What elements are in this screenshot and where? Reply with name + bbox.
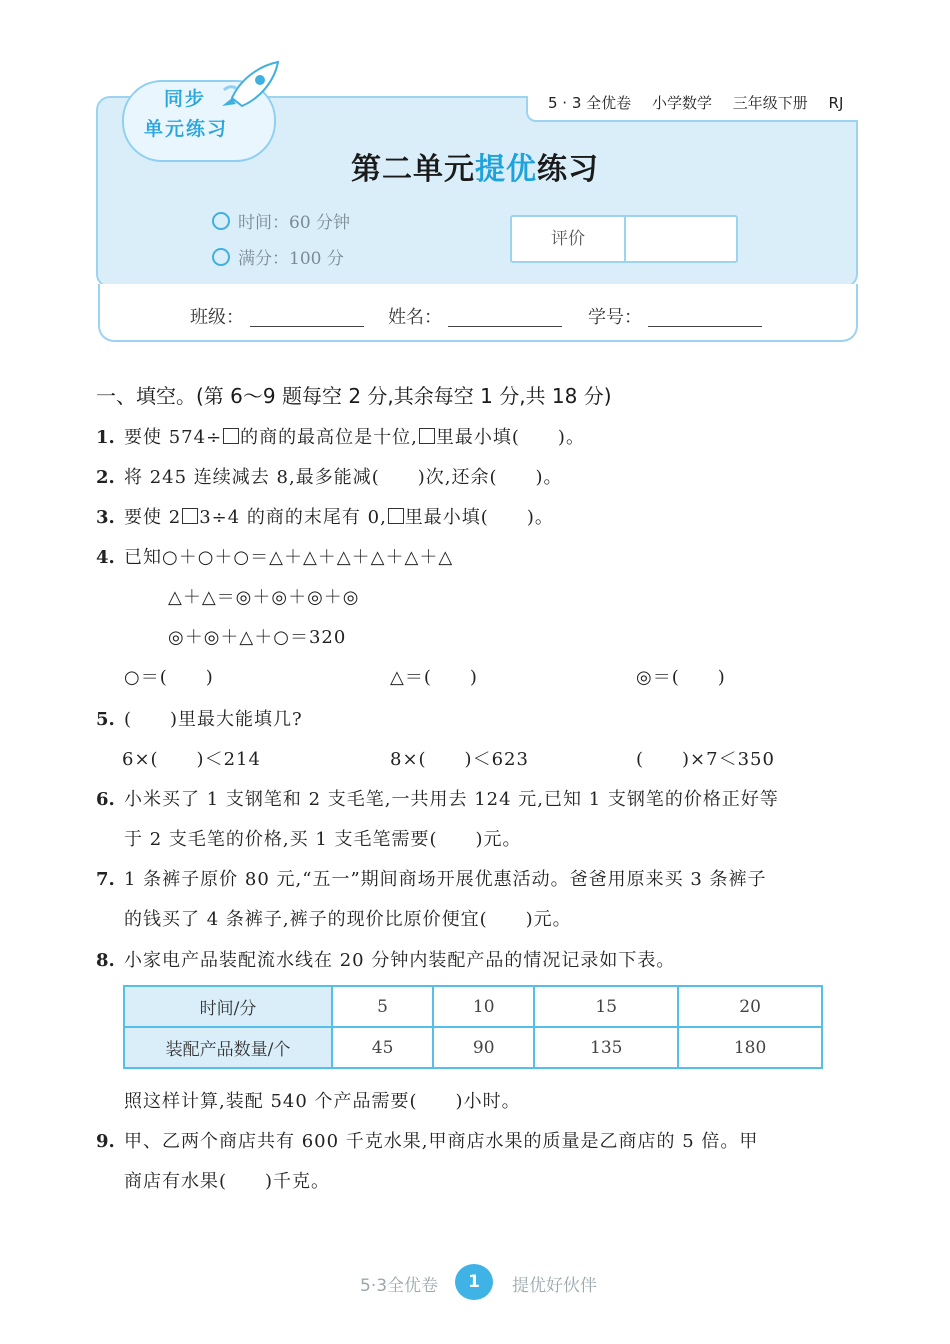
q5-text: ( )里最大能填几?: [124, 709, 303, 730]
q4-line3: ◎＋◎＋△＋○＝320: [168, 627, 347, 648]
clock-icon: [212, 212, 230, 230]
time-info: [212, 208, 350, 233]
question-number: 4.: [96, 547, 115, 568]
q9-line2: 商店有水果( )千克。: [124, 1171, 331, 1192]
badge-line2: 单元练习: [144, 118, 229, 140]
q3-part-c: 里最小填( )。: [404, 507, 554, 528]
page-title: [0, 144, 950, 188]
series-name: 5 · 3 全优卷: [548, 94, 632, 112]
question-number: 7.: [96, 869, 115, 890]
question-number: 9.: [96, 1131, 115, 1152]
question-9: [96, 1127, 758, 1153]
q2-text: 将 245 连续减去 8,最多能减( )次,还余( )。: [124, 467, 563, 488]
footer-slogan: 提优好伙伴: [512, 1276, 597, 1296]
id-field: [588, 303, 762, 329]
table-cell: 180: [678, 1027, 822, 1068]
question-3: [96, 503, 554, 529]
badge-line1: 同步: [164, 88, 207, 110]
q5-expr3: ( )×7＜350: [636, 749, 775, 770]
table-cell: 45: [332, 1027, 433, 1068]
q8-text: 小家电产品装配流水线在 20 分钟内装配产品的情况记录如下表。: [124, 950, 676, 971]
row-header-quantity: 装配产品数量/个: [124, 1027, 332, 1068]
blank-box-icon: [223, 428, 239, 444]
name-input[interactable]: [448, 308, 562, 327]
q1-part-a: 要使 574÷: [124, 427, 223, 448]
q3-part-a: 要使 2: [124, 507, 182, 528]
evaluation-field[interactable]: [626, 217, 734, 261]
edition: RJ: [828, 94, 844, 112]
evaluation-box: [510, 215, 738, 263]
check-icon: [212, 248, 230, 266]
title-highlight: 提优: [475, 152, 537, 187]
table-cell: 5: [332, 986, 433, 1027]
question-1: [96, 423, 585, 449]
table-row: [124, 986, 822, 1027]
table-cell: 20: [678, 986, 822, 1027]
id-label: 学号：: [588, 307, 642, 328]
q7-line2: 的钱买了 4 条裤子,裤子的现价比原价便宜( )元。: [124, 909, 572, 930]
rocket-icon: [218, 60, 282, 110]
footer-series: 5·3全优卷: [360, 1276, 439, 1296]
question-number: 2.: [96, 467, 115, 488]
q6-line2: 于 2 支毛笔的价格,买 1 支毛笔需要( )元。: [124, 829, 522, 850]
score-label: 满分：100 分: [238, 249, 344, 269]
class-label: 班级：: [190, 307, 244, 328]
blank-box-icon: [182, 508, 198, 524]
blank-box-icon: [419, 428, 435, 444]
q7-line1: 1 条裤子原价 80 元,“五一”期间商场开展优惠活动。爸爸用原来买 3 条裤子: [124, 869, 767, 890]
title-suffix: 练习: [537, 152, 599, 187]
question-8: [96, 946, 675, 972]
question-number: 5.: [96, 709, 115, 730]
id-input[interactable]: [648, 308, 762, 327]
table-cell: 90: [433, 1027, 534, 1068]
q4-answer-triangle: △＝( ): [390, 667, 478, 688]
question-number: 8.: [96, 950, 115, 971]
q1-part-c: 里最小填( )。: [435, 427, 585, 448]
q6-line1: 小米买了 1 支钢笔和 2 支毛笔,一共用去 124 元,已知 1 支钢笔的价格正好等: [124, 789, 779, 810]
q1-part-b: 的商的最高位是十位,: [240, 427, 418, 448]
score-info: [212, 244, 344, 269]
q8-after: 照这样计算,装配 540 个产品需要( )小时。: [124, 1091, 521, 1112]
title-prefix: 第二单元: [351, 152, 475, 187]
page-number: 1: [455, 1264, 493, 1300]
table-row: [124, 1027, 822, 1068]
question-6: [96, 785, 779, 811]
question-number: 1.: [96, 427, 115, 448]
row-header-time: 时间/分: [124, 986, 332, 1027]
question-number: 6.: [96, 789, 115, 810]
q4-line1: 已知○＋○＋○＝△＋△＋△＋△＋△＋△: [124, 547, 454, 568]
name-label: 姓名：: [388, 307, 442, 328]
class-input[interactable]: [250, 308, 364, 327]
q5-expr1: 6×( )＜214: [122, 749, 261, 770]
q4-line2: △＋△＝◎＋◎＋◎＋◎: [168, 587, 360, 608]
blank-box-icon: [388, 508, 404, 524]
question-number: 3.: [96, 507, 115, 528]
section-title: 一、填空。(第 6～9 题每空 2 分,其余每空 1 分,共 18 分): [96, 384, 612, 408]
q4-answer-double-circle: ◎＝( ): [636, 667, 726, 688]
q5-expr2: 8×( )＜623: [390, 749, 529, 770]
page-footer: [0, 1264, 950, 1300]
grade: 三年级下册: [732, 94, 808, 112]
q9-line1: 甲、乙两个商店共有 600 千克水果,甲商店水果的质量是乙商店的 5 倍。甲: [124, 1131, 759, 1152]
q4-answer-circle: ○＝( ): [124, 667, 214, 688]
question-5: [96, 705, 303, 731]
assembly-table: [123, 985, 823, 1069]
header-meta: [548, 92, 859, 113]
name-field: [388, 303, 562, 329]
table-cell: 15: [534, 986, 678, 1027]
class-field: [190, 303, 364, 329]
question-2: [96, 463, 563, 489]
evaluation-label: 评价: [512, 217, 626, 261]
time-label: 时间：60 分钟: [238, 213, 351, 233]
question-4: [96, 543, 453, 569]
table-cell: 10: [433, 986, 534, 1027]
subject: 小学数学: [651, 94, 712, 112]
question-7: [96, 865, 767, 891]
table-cell: 135: [534, 1027, 678, 1068]
q3-part-b: 3÷4 的商的末尾有 0,: [199, 507, 387, 528]
